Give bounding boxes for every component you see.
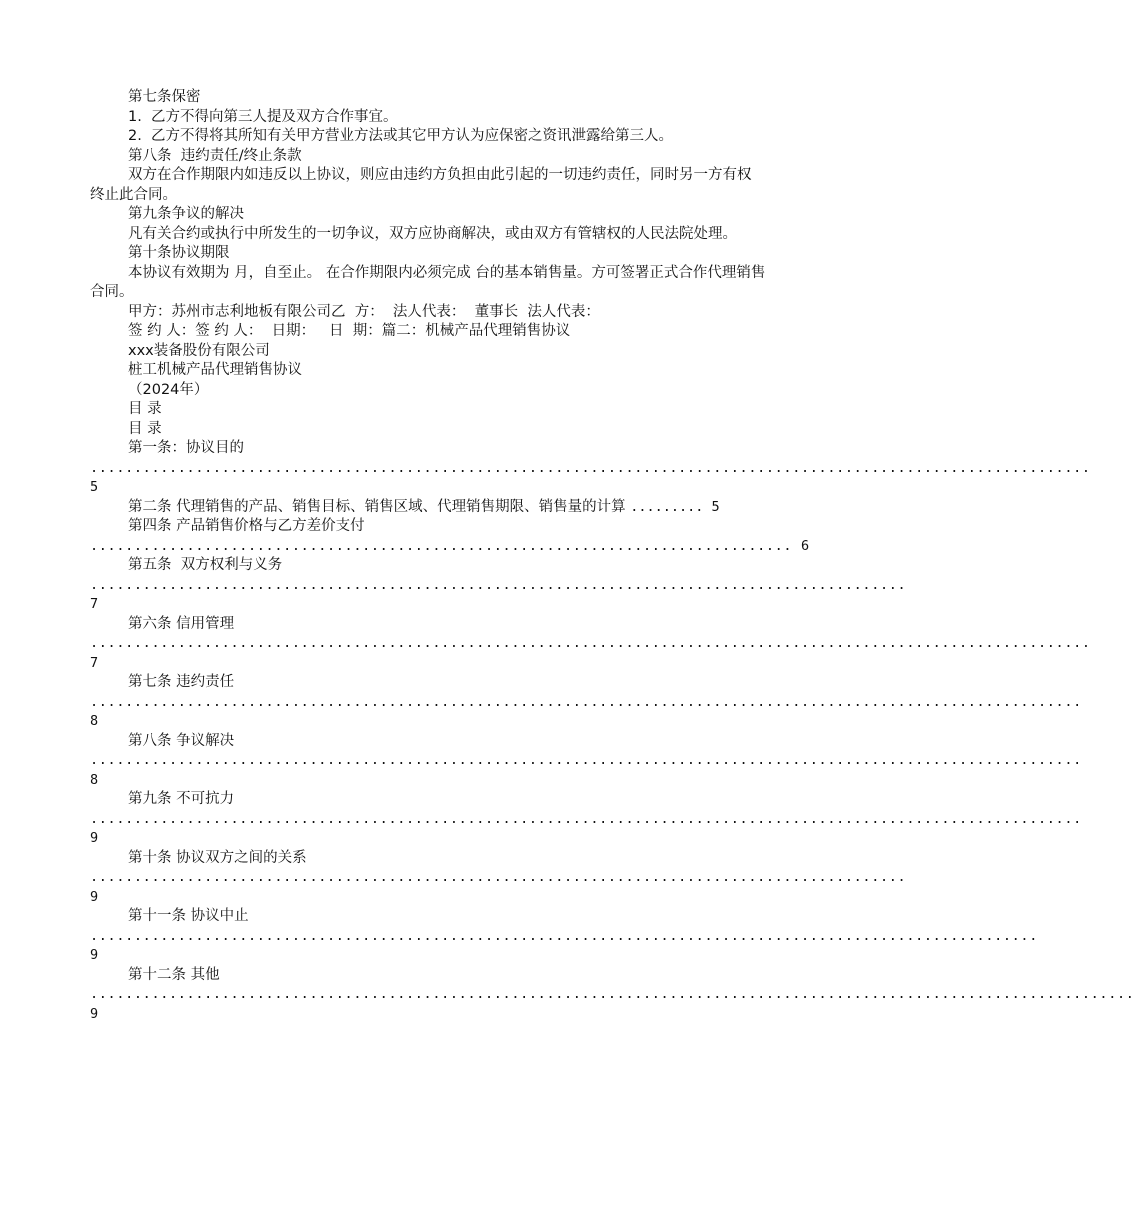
toc-heading: 目 录 bbox=[128, 401, 162, 417]
toc-entry-title: 第四条 产品销售价格与乙方差价支付 bbox=[128, 518, 365, 534]
toc-entry-title: 第九条 不可抗力 bbox=[128, 791, 235, 807]
toc-entry-title: 第七条 违约责任 bbox=[128, 674, 235, 690]
toc-entry-12[interactable] bbox=[90, 966, 1135, 1025]
section-7-item-2: 2. 乙方不得将其所知有关甲方营业方法或其它甲方认为应保密之资讯泄露给第三人。 bbox=[128, 128, 674, 144]
section-8-body: 双方在合作期限内如违反以上协议，则应由违约方负担由此引起的一切违约责任，同时另一方有权 bbox=[128, 167, 752, 183]
toc-entry-title: 第十条 协议双方之间的关系 bbox=[128, 849, 307, 866]
section-7-item-1: 1. 乙方不得向第三人提及双方合作事宜。 bbox=[128, 108, 398, 125]
toc-entry-title: 第八条 争议解决 bbox=[128, 732, 235, 749]
document-year: （2024年） bbox=[128, 381, 209, 398]
toc-entry-leader: .................................................................................................................. 7 bbox=[90, 635, 1100, 671]
toc-entry-10[interactable] bbox=[90, 849, 916, 908]
toc-entry-title: 第一条：协议目的 bbox=[128, 440, 244, 456]
toc-entry-5[interactable] bbox=[90, 556, 916, 615]
toc-entry-leader: .................................................................................................................. 5 bbox=[90, 459, 1100, 495]
section-8-body-continued: 终止此合同。 bbox=[90, 186, 177, 203]
toc-entry-leader: ............................................................................................. 7 bbox=[90, 576, 916, 612]
toc-entry-4[interactable] bbox=[90, 517, 860, 556]
toc-entry-1[interactable] bbox=[90, 439, 1100, 498]
toc-entry-leader: ......... 5 bbox=[630, 498, 720, 515]
signature-line-1: 甲方：苏州市志利地板有限公司乙 方： 法人代表： 董事长 法人代表： bbox=[128, 303, 600, 320]
signature-line-2: 签 约 人：签 约 人： 日期： 日 期：篇二：机械产品代理销售协议 bbox=[128, 323, 571, 339]
toc-entry-leader: ................................................................................ 6 bbox=[90, 537, 810, 554]
toc-entry-title: 第六条 信用管理 bbox=[128, 615, 235, 632]
toc-entry-leader: ............................................................................................. 9 bbox=[90, 869, 916, 905]
toc-entry-leader: ................................................................................................................. 8 bbox=[90, 693, 1091, 729]
toc-entry-leader: ................................................................................................................. 9 bbox=[90, 810, 1091, 846]
section-9-body: 凡有关合约或执行中所发生的一切争议，双方应协商解决，或由双方有管辖权的人民法院处理。 bbox=[128, 225, 737, 242]
toc-heading-repeat: 目 录 bbox=[128, 420, 162, 437]
toc-entry-2[interactable] bbox=[90, 498, 860, 518]
toc-entry-8[interactable] bbox=[90, 732, 1091, 791]
toc-entry-title: 第五条 双方权利与义务 bbox=[128, 557, 283, 573]
toc-entry-leader: ............................................................................................................ 9 bbox=[90, 927, 1047, 963]
toc-entry-6[interactable] bbox=[90, 615, 1100, 674]
toc-entry-title: 第二条 代理销售的产品、销售目标、销售区域、代理销售期限、销售量的计算 bbox=[128, 498, 631, 515]
toc-entry-title: 第十一条 协议中止 bbox=[128, 908, 249, 924]
section-10-body-continued: 合同。 bbox=[90, 284, 134, 300]
toc-entry-leader: ................................................................................................................. 8 bbox=[90, 752, 1091, 788]
toc-entry-leader: ....................................................................................................................... 9 bbox=[90, 986, 1135, 1022]
toc-entry-title: 第十二条 其他 bbox=[128, 966, 220, 983]
section-7-title: 第七条保密 bbox=[128, 89, 201, 105]
toc-entry-11[interactable] bbox=[90, 907, 1047, 966]
section-8-title: 第八条 违约责任/终止条款 bbox=[128, 147, 302, 164]
section-10-title: 第十条协议期限 bbox=[128, 245, 230, 261]
section-9-title: 第九条争议的解决 bbox=[128, 206, 244, 222]
document-body bbox=[90, 88, 1135, 1024]
toc-entry-9[interactable] bbox=[90, 790, 1091, 849]
toc-entry-7[interactable] bbox=[90, 673, 1091, 732]
document-title: 桩工机械产品代理销售协议 bbox=[128, 362, 302, 378]
company-name: xxx装备股份有限公司 bbox=[128, 342, 270, 359]
section-10-body: 本协议有效期为 月，自至止。 在合作期限内必须完成 台的基本销售量。方可签署正式合作代理销售 bbox=[128, 264, 766, 281]
